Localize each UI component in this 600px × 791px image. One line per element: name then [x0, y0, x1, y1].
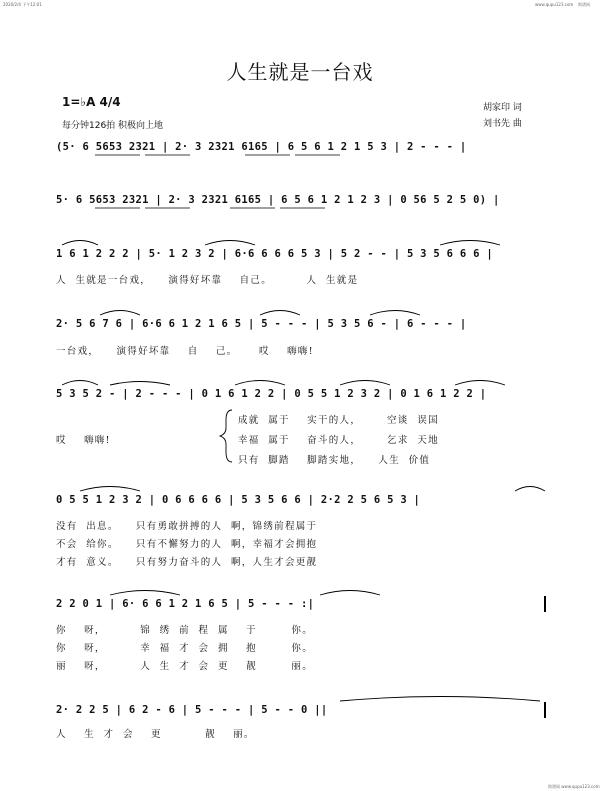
site-name-top: 简谱网: [578, 2, 590, 7]
score-row-4-notes: 2· 5 6 7 6 | 6·6 6 1 2 1 6 5 | 5 - - - | 5 3 5 6 - | 6 - - - |: [56, 318, 467, 330]
key-signature: 1=♭A 4/4: [62, 95, 121, 109]
score-row-6-verse-1: 没有 出息。 只有勇敢拼搏的人 啊，锦绣前程属于: [56, 521, 318, 532]
song-title: 人生就是一台戏: [226, 60, 374, 84]
score-row-1-notes: (5· 6 5653 2321 | 2· 3 2321 6165 | 6 5 6 1 2 1 5 3 | 2 - - - |: [56, 141, 467, 153]
score-row-7-verse-3: 丽 呀， 人 生 才 会 更 靓 丽。: [56, 661, 314, 672]
score-row-5-lyrics-left: 哎 嗨嗨!: [56, 435, 111, 446]
score-row-4-lyrics: 一台戏， 演得好坏靠 自 己。 哎 嗨嗨!: [56, 346, 314, 357]
score-row-6-verse-2: 不会 给你。 只有不懈努力的人 啊，幸福才会拥抱: [56, 539, 318, 550]
print-timestamp: 2020/2/4 下午12:01: [3, 2, 42, 7]
score-row-5-verse-1: 成就 属于 实干的人， 空谈 误国: [238, 415, 439, 426]
score-row-7-verse-1: 你 呀， 锦 绣 前 程 属 于 你。: [56, 625, 314, 636]
score-row-5-notes: 5 3 5 2 - | 2 - - - | 0 1 6 1 2 2 | 0 5 5 1 2 3 2 | 0 1 6 1 2 2 |: [56, 388, 487, 400]
score-row-6-verse-3: 才有 意义。 只有努力奋斗的人 啊，人生才会更靓: [56, 557, 318, 568]
score-row-3-notes: 1 6 1 2 2 2 | 5· 1 2 3 2 | 6·6 6 6 6 5 3 | 5 2 - - | 5 3 5 6 6 6 |: [56, 248, 494, 260]
score-row-5-verse-2: 幸福 属于 奋斗的人， 乞求 天地: [238, 435, 439, 446]
site-url-top: www.qupu123.com: [535, 2, 574, 7]
score-row-7-verse-2: 你 呀， 幸 福 才 会 拥 抱 你。: [56, 643, 314, 654]
score-row-5-verse-3: 只有 脚踏 脚踏实地， 人生 价值: [238, 455, 431, 466]
score-row-2-notes: 5· 6 5653 2321 | 2· 3 2321 6165 | 6 5 6 1 2 1 2 3 | 0 56 5 2 5 0) |: [56, 194, 500, 206]
score-row-7-notes: 2 2 0 1 | 6· 6 6 1 2 1 6 5 | 5 - - - :|: [56, 598, 315, 610]
lyricist-credit: 胡家印 词: [483, 103, 522, 113]
tempo-marking: 每分钟126拍 积极向上地: [62, 121, 164, 131]
score-row-8-lyrics: 人 生 才 会 更 靓 丽。: [56, 729, 255, 740]
score-row-3-lyrics: 人 生就是一台戏， 演得好坏靠 自己。 人 生就是: [56, 275, 359, 286]
score-row-6-notes: 0 5 5 1 2 3 2 | 0 6 6 6 6 | 5 3 5 6 6 | 2·2 2 5 6 5 3 |: [56, 494, 421, 506]
composer-credit: 刘书先 曲: [483, 119, 522, 129]
score-row-8-notes: 2· 2 2 5 | 6 2 - 6 | 5 - - - | 5 - - 0 ||: [56, 704, 328, 716]
site-url-bottom: 简谱网 www.qupu123.com: [548, 784, 600, 789]
